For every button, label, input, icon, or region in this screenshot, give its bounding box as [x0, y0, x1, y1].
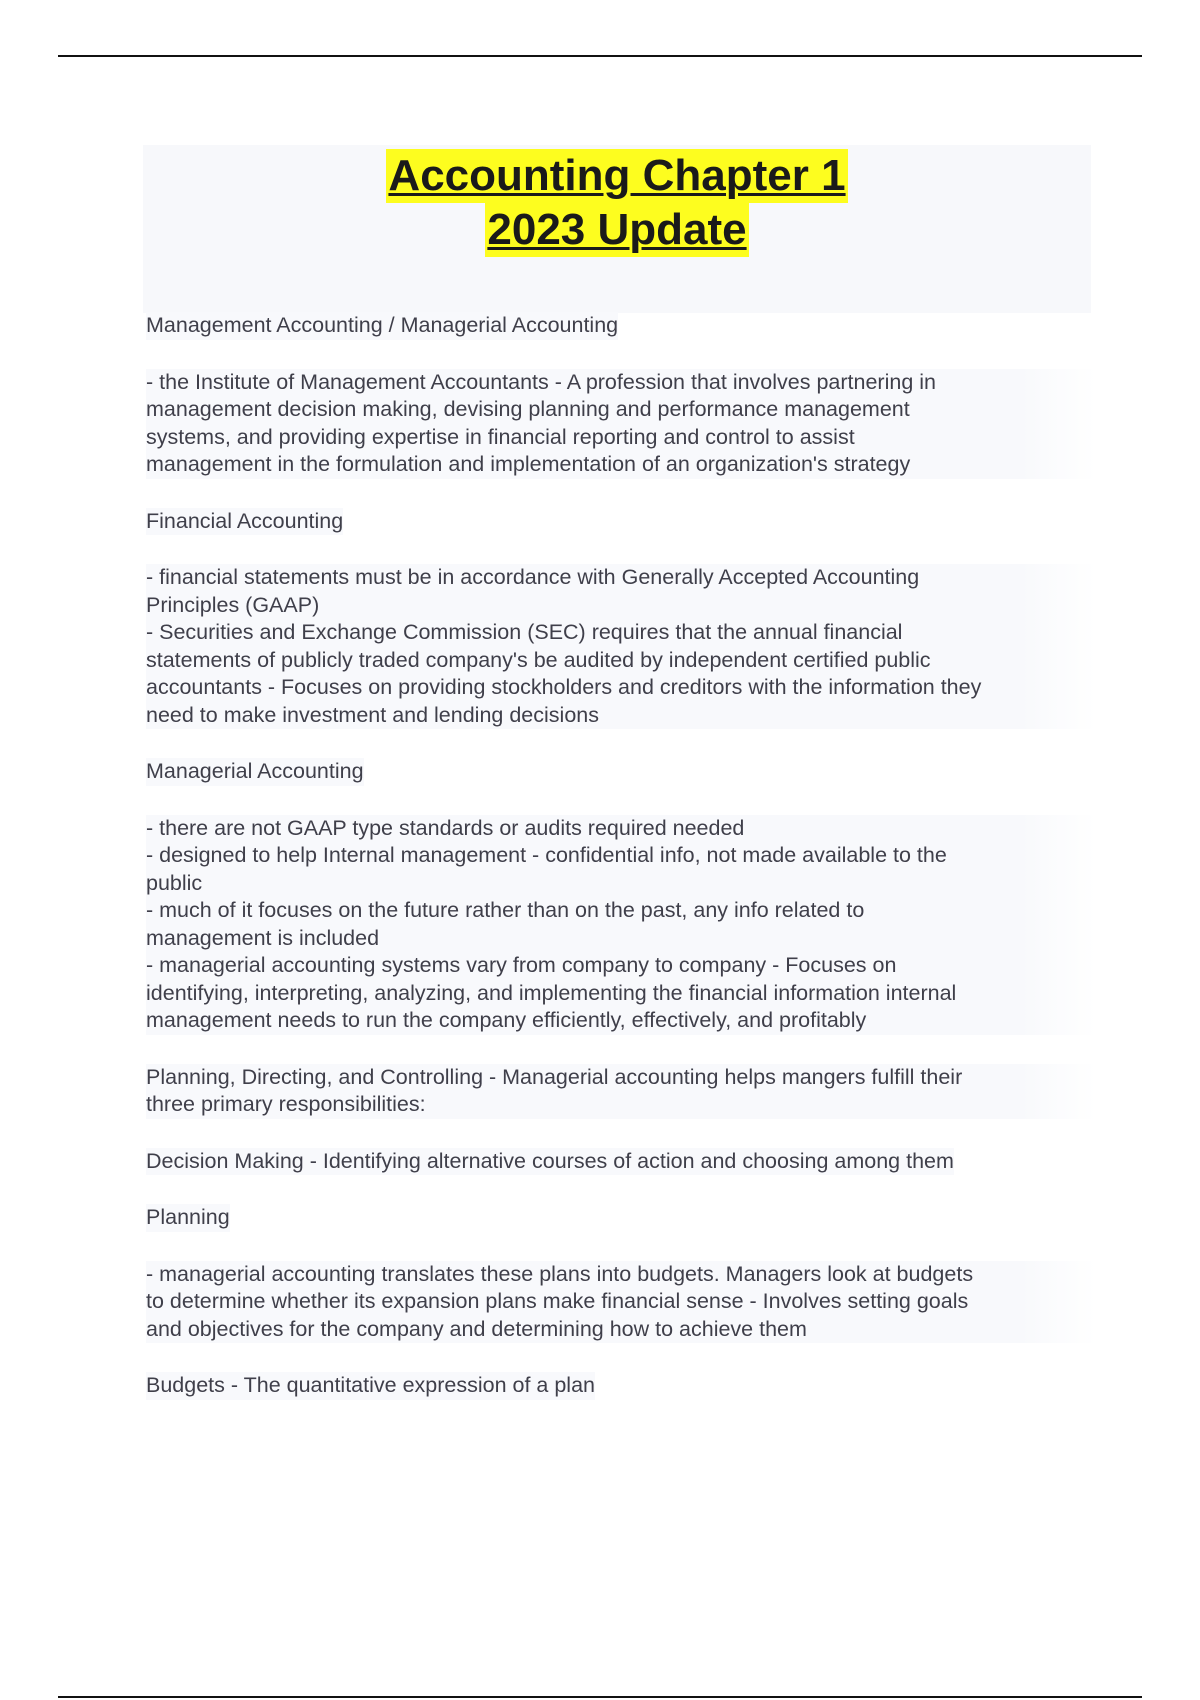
- text-line: three primary responsibilities:: [146, 1092, 426, 1116]
- bottom-rule: [58, 1696, 1142, 1698]
- text-line: Management Accounting / Managerial Accounting: [146, 313, 619, 337]
- text-line: - designed to help Internal management - confidential info, not made available to the: [146, 843, 947, 867]
- text-line: management decision making, devising planning and performance management: [146, 397, 910, 421]
- definition-paragraph: [146, 815, 1096, 1035]
- text-line: management in the formulation and implementation of an organization's strategy: [146, 452, 911, 476]
- document-body: [146, 312, 1096, 1429]
- document-title-line-2: 2023 Update: [485, 203, 748, 257]
- text-line: - there are not GAAP type standards or audits required needed: [146, 815, 745, 840]
- text-line: and objectives for the company and determining how to achieve them: [146, 1316, 807, 1341]
- text-line: - financial statements must be in accordance with Generally Accepted Accounting: [146, 565, 920, 589]
- text-line: identifying, interpreting, analyzing, and implementing the financial information internal: [146, 980, 957, 1005]
- term-paragraph: [146, 1148, 954, 1176]
- term-paragraph: [146, 1204, 230, 1232]
- text-line: Managerial Accounting: [146, 759, 364, 783]
- term-paragraph: [146, 1372, 595, 1400]
- definition-paragraph: [146, 564, 1096, 729]
- text-line: - Securities and Exchange Commission (SEC) requires that the annual financial: [146, 620, 903, 644]
- term-paragraph: [146, 508, 343, 536]
- text-line: Principles (GAAP): [146, 592, 320, 617]
- document-title-line-1: Accounting Chapter 1: [386, 149, 847, 203]
- text-line: public: [146, 870, 203, 895]
- title-block: [143, 145, 1091, 313]
- text-line: - managerial accounting translates these plans into budgets. Managers look at budgets: [146, 1261, 974, 1286]
- definition-paragraph: [146, 1064, 1096, 1119]
- text-line: Planning: [146, 1205, 230, 1229]
- text-line: - much of it focuses on the future rather than on the past, any info related to: [146, 898, 865, 922]
- definition-paragraph: [146, 1261, 1096, 1344]
- top-rule: [58, 55, 1142, 57]
- text-line: systems, and providing expertise in financial reporting and control to assist: [146, 424, 855, 449]
- text-line: to determine whether its expansion plans make financial sense - Involves setting goals: [146, 1289, 969, 1313]
- text-line: Decision Making - Identifying alternative courses of action and choosing among them: [146, 1148, 954, 1173]
- text-line: statements of publicly traded company's be audited by independent certified public: [146, 647, 931, 672]
- text-line: management needs to run the company efficiently, effectively, and profitably: [146, 1008, 867, 1032]
- text-line: accountants - Focuses on providing stockholders and creditors with the information they: [146, 675, 982, 699]
- text-line: - the Institute of Management Accountants - A profession that involves partnering in: [146, 369, 936, 394]
- text-line: management is included: [146, 925, 380, 950]
- definition-paragraph: [146, 369, 1096, 479]
- text-line: Financial Accounting: [146, 508, 344, 533]
- text-line: need to make investment and lending decisions: [146, 702, 599, 727]
- text-line: Budgets - The quantitative expression of a plan: [146, 1373, 596, 1397]
- text-line: - managerial accounting systems vary from company to company - Focuses on: [146, 953, 897, 977]
- term-paragraph: [146, 312, 618, 340]
- term-paragraph: [146, 758, 364, 786]
- text-line: Planning, Directing, and Controlling - Managerial accounting helps mangers fulfill their: [146, 1064, 963, 1089]
